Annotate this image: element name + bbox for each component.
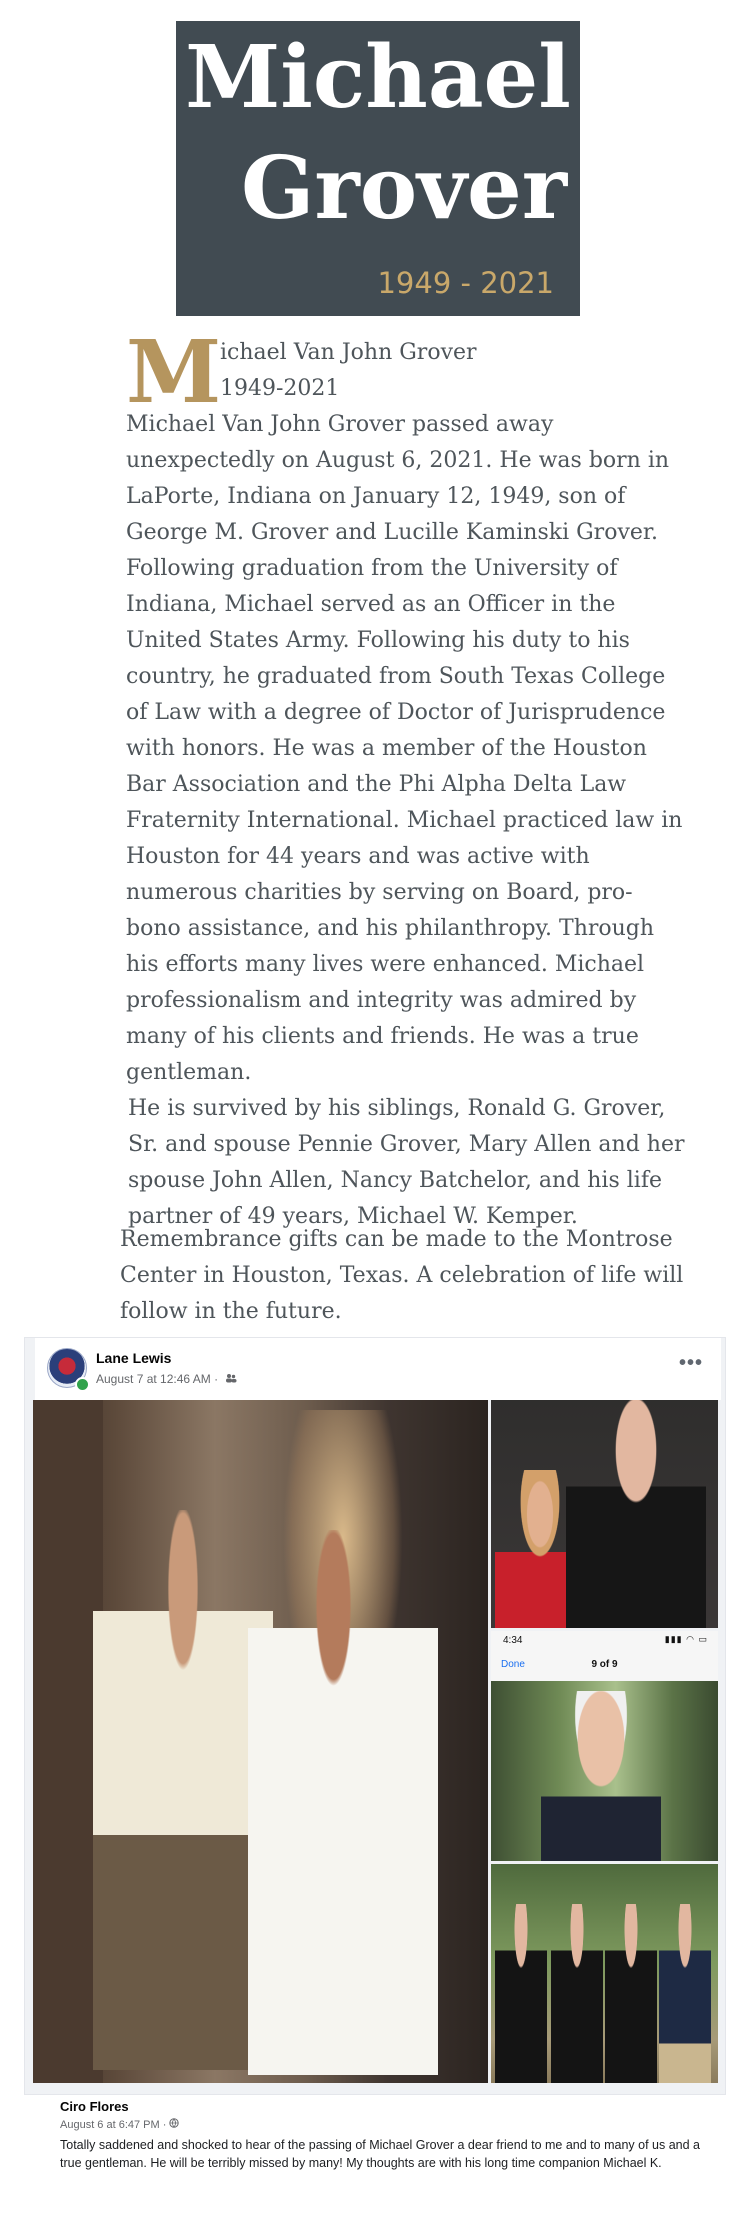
survivors-paragraph: He is survived by his siblings, Ronald G. Grover, Sr. and spouse Pennie Grover, Mary Allen and her spouse John Allen, Nancy Batchelor, and his life partner of 49 years, Michael W. Kemper.	[128, 1096, 685, 1229]
obituary-heading	[220, 335, 686, 407]
phone-time: 4:34	[503, 1635, 523, 1646]
comment-author[interactable]: Ciro Flores	[60, 2099, 129, 2114]
title-card	[176, 21, 580, 316]
obituary-text	[126, 322, 686, 1235]
remembrance-paragraph: Remembrance gifts can be made to the Montrose Center in Houston, Texas. A celebration of life will follow in the future.	[120, 1227, 684, 1324]
comment	[60, 2098, 700, 2172]
post-photo-main[interactable]	[33, 1400, 488, 2083]
title-years: 1949 - 2021	[377, 266, 554, 300]
phone-done-label: Done	[501, 1659, 525, 1670]
friends-icon	[225, 1373, 237, 1386]
post-header	[35, 1338, 721, 1400]
phone-status-icons: ▮▮▮ ◠ ▭	[664, 1634, 708, 1644]
post-photo-screenshot[interactable]	[491, 1631, 718, 1861]
post-meta: August 7 at 12:46 AM ·	[96, 1372, 237, 1386]
phone-photo-counter: 9 of 9	[591, 1659, 618, 1670]
heading-name: ichael Van John Grover	[220, 340, 477, 365]
comment-timestamp[interactable]: August 6 at 6:47 PM	[60, 2119, 160, 2131]
social-post-card	[24, 1337, 726, 2095]
post-photo-gala[interactable]	[491, 1400, 718, 1628]
obituary-paragraph: Michael Van John Grover passed away unexpectedly on August 6, 2021. He was born in LaPorte, Indiana on January 12, 1949, son of George M. Grover and Lucille Kaminski Grover. Following graduation from the University of Indiana, Michael served as an Officer in the United States Army. Following his duty to his country, he graduated from South Texas College of Law with a degree of Doctor of Jurisprudence with honors. He was a member of the Houston Bar Association and the Phi Alpha Delta Law Fraternity International. Michael practiced law in Houston for 44 years and was active with numerous charities by serving on Board, pro-bono assistance, and his philanthropy. Through his efforts many lives were enhanced. Michael professionalism and integrity was admired by many of his clients and friends. He was a true gentleman.	[126, 412, 683, 1085]
drop-cap: M	[126, 322, 222, 423]
post-timestamp[interactable]: August 7 at 12:46 AM	[96, 1372, 211, 1386]
more-options-icon[interactable]: •••	[678, 1352, 703, 1374]
post-photo-group[interactable]	[491, 1864, 718, 2083]
title-first-name: Michael	[185, 27, 571, 128]
online-status-icon	[75, 1377, 90, 1392]
phone-status-bar	[491, 1631, 718, 1681]
comment-text: Totally saddened and shocked to hear of the passing of Michael Grover a dear friend to me and to many of us and a true gentleman. He will be terribly missed by many! My thoughts are with his long time companion Michael K.	[60, 2138, 700, 2170]
title-last-name: Grover	[240, 138, 568, 239]
post-author[interactable]: Lane Lewis	[96, 1350, 172, 1366]
globe-icon	[169, 2119, 179, 2131]
heading-years: 1949-2021	[220, 376, 340, 401]
comment-meta: August 6 at 6:47 PM ·	[60, 2116, 700, 2134]
